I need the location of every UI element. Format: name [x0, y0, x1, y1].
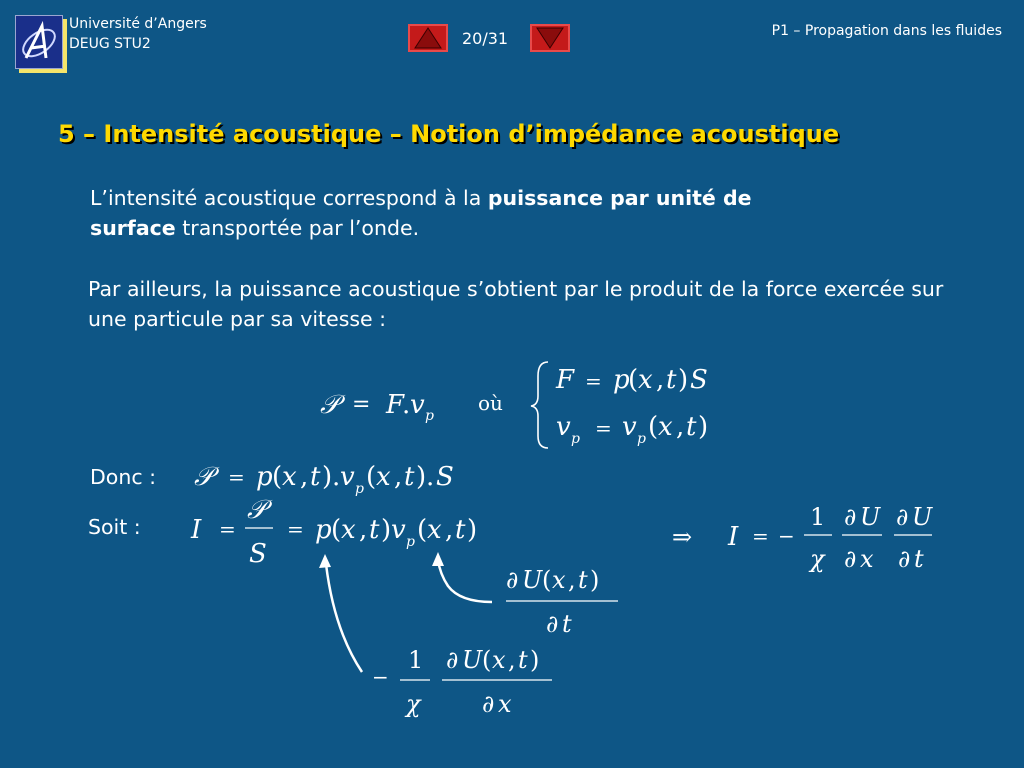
svg-text:x: x [498, 690, 512, 718]
svg-text:U: U [462, 646, 483, 674]
svg-text:t: t [578, 566, 588, 594]
svg-text:): ) [698, 412, 709, 442]
svg-text:,: , [359, 515, 368, 545]
svg-text:x: x [492, 646, 506, 674]
svg-text:p: p [425, 408, 434, 424]
soit-label: Soit : [88, 515, 141, 539]
svg-text:=: = [287, 517, 304, 541]
svg-text:x: x [638, 365, 653, 395]
svg-text:x: x [427, 515, 442, 545]
svg-text:(: ( [366, 462, 377, 492]
svg-text:,: , [508, 646, 516, 674]
svg-text:U: U [912, 503, 933, 531]
page-number: 20/31 [462, 29, 509, 48]
svg-text:(: ( [417, 515, 428, 545]
svg-text:,: , [394, 462, 403, 492]
svg-text:=: = [595, 416, 612, 440]
svg-text:=: = [219, 517, 236, 541]
svg-text:.: . [426, 462, 435, 492]
arrow-to-velocity [438, 560, 492, 602]
svg-text:x: x [341, 515, 356, 545]
svg-text:−: − [372, 665, 389, 689]
previous-slide-button[interactable] [408, 24, 448, 52]
svg-text:𝒫: 𝒫 [247, 495, 266, 525]
intensity-result-equation [670, 495, 940, 580]
svg-text:,: , [568, 566, 576, 594]
svg-text:∂: ∂ [482, 690, 495, 718]
svg-text:⇒: ⇒ [672, 523, 693, 551]
svg-text:U: U [522, 566, 543, 594]
svg-text:∂: ∂ [898, 545, 911, 573]
svg-text:(: ( [331, 515, 342, 545]
svg-text:x: x [658, 412, 673, 442]
svg-text:p: p [315, 515, 332, 545]
next-slide-button[interactable] [530, 24, 570, 52]
svg-text:x: x [860, 545, 874, 573]
svg-text:): ) [530, 646, 540, 674]
svg-text:=: = [752, 524, 769, 548]
svg-text:p: p [613, 365, 630, 395]
pressure-derivative [370, 640, 570, 725]
course-title: P1 – Propagation dans les fluides [771, 23, 1002, 39]
svg-text:): ) [381, 515, 392, 545]
svg-text:F: F [386, 390, 405, 420]
svg-text:v: v [410, 390, 425, 420]
svg-text:): ) [322, 462, 333, 492]
svg-text:t: t [686, 412, 697, 442]
triangle-down-icon [532, 26, 568, 50]
svg-text:t: t [455, 515, 466, 545]
paragraph-intensity [90, 183, 940, 243]
para1-text-before: L’intensité acoustique correspond à la [90, 186, 488, 210]
svg-text:p: p [256, 462, 273, 492]
svg-text:): ) [467, 515, 478, 545]
svg-text:,: , [656, 365, 665, 395]
svg-text:𝒫: 𝒫 [320, 390, 339, 420]
svg-text:(: ( [482, 646, 492, 674]
svg-text:=: = [228, 465, 245, 489]
svg-text:v: v [622, 412, 637, 442]
university-logo-icon [15, 15, 63, 69]
arrow-to-pressure [326, 564, 362, 672]
svg-text:=: = [585, 369, 602, 393]
svg-text:(: ( [542, 566, 552, 594]
svg-text:t: t [666, 365, 677, 395]
svg-text:v: v [556, 412, 571, 442]
svg-text:,: , [445, 515, 454, 545]
svg-text:S: S [249, 539, 267, 568]
svg-text:F: F [556, 365, 575, 395]
svg-text:∂: ∂ [446, 646, 459, 674]
course-level: DEUG STU2 [69, 36, 151, 52]
para1-bold-a: puissance par unité de [487, 186, 752, 210]
power-equation [300, 350, 760, 460]
paragraph-power: Par ailleurs, la puissance acoustique s’obtient par le produit de la force exercée sur une particule par sa vitesse : [88, 277, 944, 331]
svg-text:): ) [590, 566, 600, 594]
svg-text:I: I [728, 522, 739, 552]
svg-text:(: ( [628, 365, 639, 395]
university-header [69, 14, 207, 54]
svg-text:I: I [191, 515, 202, 545]
svg-text:,: , [300, 462, 309, 492]
svg-text:): ) [416, 462, 427, 492]
svg-text:χ: χ [406, 690, 421, 718]
ou-label: où [478, 391, 503, 415]
svg-text:∂: ∂ [506, 566, 519, 594]
svg-text:(: ( [272, 462, 283, 492]
slide-title: 5 – Intensité acoustique – Notion d’impédance acoustique [58, 120, 840, 148]
svg-text:1: 1 [810, 503, 826, 531]
svg-text:χ: χ [810, 545, 825, 573]
svg-text:t: t [369, 515, 380, 545]
svg-text:t: t [310, 462, 321, 492]
svg-text:t: t [562, 610, 572, 638]
arrow-head-velocity [432, 552, 444, 566]
svg-text:∂: ∂ [844, 503, 857, 531]
svg-text:∂: ∂ [546, 610, 559, 638]
svg-text:𝒫: 𝒫 [194, 462, 213, 492]
svg-text:S: S [690, 365, 708, 395]
svg-text:v: v [391, 515, 406, 545]
svg-text:t: t [518, 646, 528, 674]
velocity-derivative [500, 560, 630, 640]
svg-text:x: x [552, 566, 566, 594]
svg-text:∂: ∂ [844, 545, 857, 573]
svg-text:p: p [406, 534, 415, 550]
svg-text:x: x [282, 462, 297, 492]
triangle-up-icon [410, 26, 446, 50]
svg-text:∂: ∂ [896, 503, 909, 531]
svg-text:p: p [637, 431, 646, 447]
svg-text:,: , [676, 412, 685, 442]
svg-text:t: t [404, 462, 415, 492]
para1-bold-b: surface [90, 216, 176, 240]
svg-text:(: ( [648, 412, 659, 442]
university-name: Université d’Angers [69, 16, 207, 32]
svg-text:1: 1 [408, 646, 424, 674]
svg-text:t: t [914, 545, 924, 573]
para1-text-after: transportée par l’onde. [175, 216, 420, 240]
arrow-head-pressure [319, 554, 331, 568]
svg-text:−: − [778, 524, 795, 548]
svg-text:.: . [402, 390, 411, 420]
svg-text:p: p [355, 481, 364, 497]
svg-text:U: U [860, 503, 881, 531]
donc-label: Donc : [90, 465, 157, 489]
svg-text:x: x [376, 462, 391, 492]
svg-text:=: = [352, 392, 371, 417]
svg-text:v: v [340, 462, 355, 492]
svg-text:.: . [332, 462, 341, 492]
svg-text:S: S [436, 462, 454, 492]
svg-text:): ) [678, 365, 689, 395]
svg-text:p: p [571, 431, 580, 447]
